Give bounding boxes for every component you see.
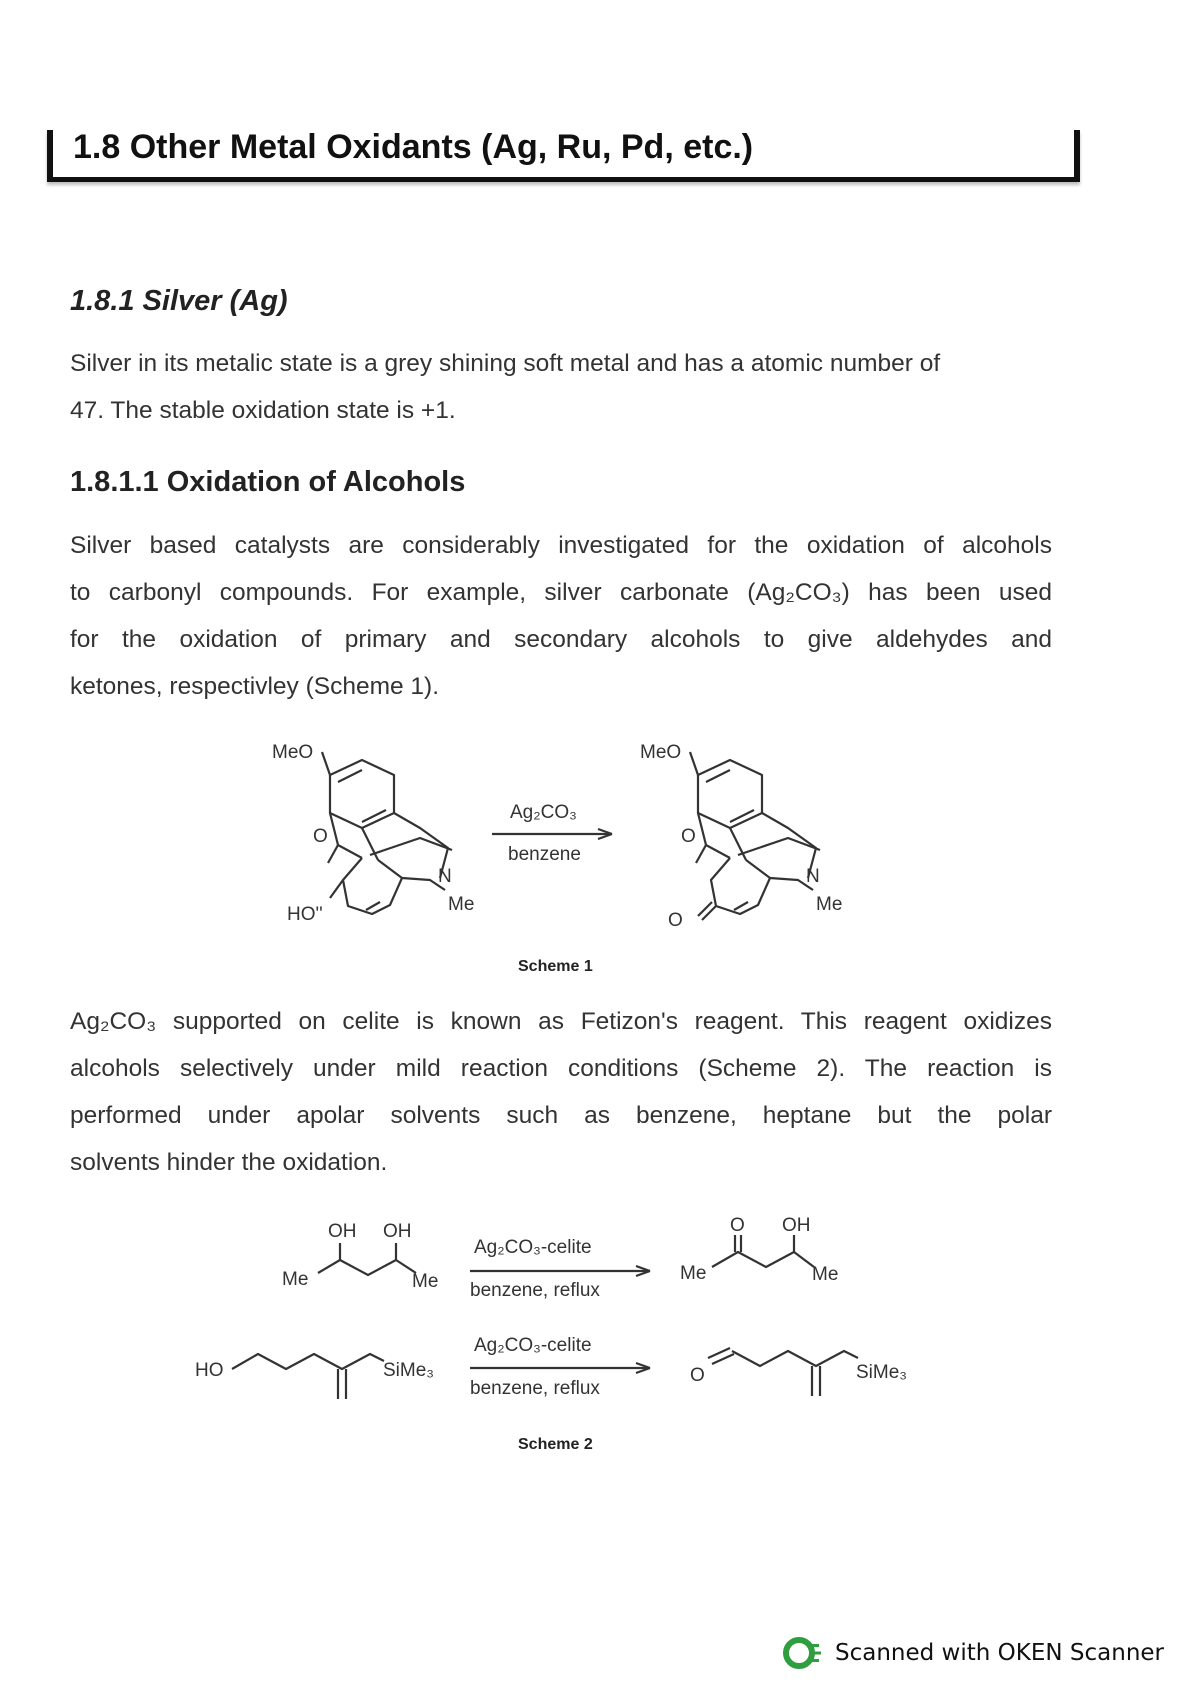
scheme-1-figure <box>0 730 1200 980</box>
methyl-label: Me <box>412 1271 439 1292</box>
hydroxyl-label: OH <box>383 1221 412 1242</box>
section-header <box>47 130 1080 182</box>
conditions-label: benzene, reflux <box>470 1280 600 1301</box>
diol-chain <box>318 1260 416 1275</box>
product-molecule <box>690 752 820 920</box>
section-title: 1.8 Other Metal Oxidants (Ag, Ru, Pd, etc.) <box>73 128 754 166</box>
subsubsection-title: 1.8.1.1 Oxidation of Alcohols <box>70 466 466 498</box>
scheme-2-figure <box>0 1215 1200 1415</box>
methyl-label: Me <box>816 894 843 915</box>
allylsilane-alcohol-chain <box>232 1354 384 1369</box>
solvent-label: benzene <box>508 844 581 865</box>
paragraph-line: alcohols selectively under mild reaction conditions (Scheme 2). The reaction is <box>70 1055 1052 1082</box>
paragraph-2 <box>70 998 1052 1186</box>
oxygen-label: O <box>730 1215 745 1236</box>
aldehyde-carbonyl <box>708 1348 734 1364</box>
nitrogen-label: N <box>806 866 820 887</box>
ketone-oxygen-label: O <box>668 910 683 931</box>
meo-label: MeO <box>272 742 314 763</box>
paragraph-line: for the oxidation of primary and secondary alcohols to give aldehydes and <box>70 626 1052 653</box>
scheme-1-caption: Scheme 1 <box>518 958 593 975</box>
oxygen-label: O <box>690 1365 705 1386</box>
paragraph-line: solvents hinder the oxidation. <box>70 1149 388 1176</box>
hydroxyl-label: HO <box>195 1360 224 1381</box>
reagent-label: Ag₂CO₃-celite <box>474 1335 592 1356</box>
paragraph-line: 47. The stable oxidation state is +1. <box>70 397 456 424</box>
methyl-label: Me <box>282 1269 309 1290</box>
methyl-label: Me <box>812 1264 839 1285</box>
hydroxyl-label: OH <box>782 1215 811 1236</box>
paragraph-line: performed under apolar solvents such as benzene, heptane but the polar <box>70 1102 1052 1129</box>
methyl-label: Me <box>680 1263 707 1284</box>
reagent-label: Ag₂CO₃-celite <box>474 1237 592 1258</box>
scanner-label: Scanned with OKEN Scanner <box>835 1640 1164 1666</box>
paragraph-line: Silver in its metalic state is a grey shining soft metal and has a atomic number of <box>70 350 941 377</box>
intro-paragraph <box>70 340 1040 434</box>
paragraph-line: ketones, respectivley (Scheme 1). <box>70 673 440 700</box>
oxygen-label: O <box>681 826 696 847</box>
subsection-title: 1.8.1 Silver (Ag) <box>70 285 288 317</box>
hydroxyl-label: OH <box>328 1221 357 1242</box>
nitrogen-label: N <box>438 866 452 887</box>
paragraph-line: Silver based catalysts are considerably investigated for the oxidation of alcohols <box>70 532 1052 559</box>
conditions-label: benzene, reflux <box>470 1378 600 1399</box>
trimethylsilyl-label: SiMe₃ <box>856 1362 908 1383</box>
scheme-2-caption: Scheme 2 <box>518 1436 593 1453</box>
reactant-molecule <box>322 752 452 914</box>
meo-label: MeO <box>640 742 682 763</box>
paragraph-line: to carbonyl compounds. For example, silver carbonate (Ag₂CO₃) has been used <box>70 579 1052 606</box>
trimethylsilyl-label: SiMe₃ <box>383 1360 435 1381</box>
hydroxyl-label: HO'' <box>287 904 323 925</box>
hydroxyketone-chain <box>712 1252 814 1267</box>
oken-scanner-logo-icon <box>783 1636 823 1670</box>
oxygen-label: O <box>313 826 328 847</box>
reagent-label: Ag₂CO₃ <box>510 802 577 823</box>
paragraph-line: Ag₂CO₃ supported on celite is known as Fetizon's reagent. This reagent oxidizes <box>70 1008 1052 1035</box>
methyl-label: Me <box>448 894 475 915</box>
scanner-watermark <box>783 1636 1164 1670</box>
paragraph-1 <box>70 522 1052 710</box>
